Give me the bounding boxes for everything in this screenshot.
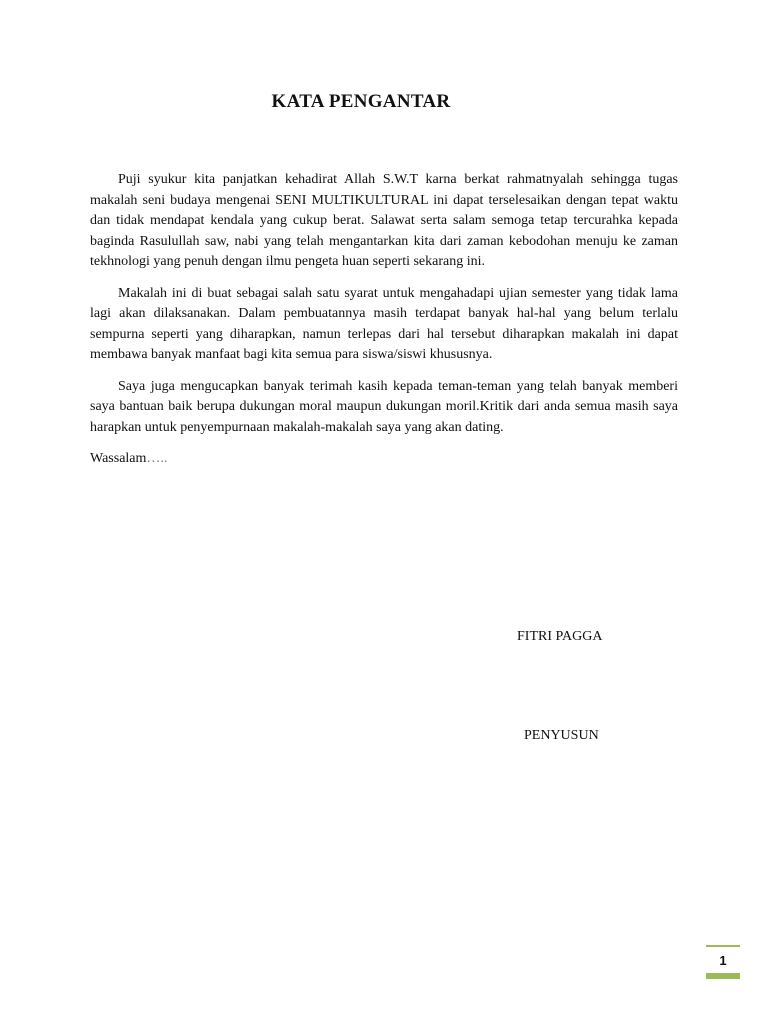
footer-top-rule: [706, 945, 740, 947]
document-body: [90, 170, 678, 470]
page-number-footer: [706, 945, 740, 979]
author-name: FITRI PAGGA: [517, 629, 603, 644]
page-title: KATA PENGANTAR: [271, 91, 451, 112]
closing-dots: …..: [146, 451, 168, 466]
closing-text: Wassalam: [90, 451, 147, 466]
author-role: PENYUSUN: [524, 728, 599, 743]
footer-bottom-bar: [706, 973, 740, 979]
closing-line: [90, 449, 678, 470]
paragraph-3: Saya juga mengucapkan banyak terimah kasih kepada teman-teman yang telah banyak memberi saya bantuan baik berupa dukungan moral maupun dukungan moril.Kritik dari anda semua masih saya harapkan untuk penyempurnaan makalah-makalah saya yang akan dating.: [90, 378, 678, 435]
paragraph-1: Puji syukur kita panjatkan kehadirat Allah S.W.T karna berkat rahmatnyalah sehingga tugas makalah seni budaya mengenai SENI MULTIKULTURAL ini dapat terselesaikan dengan tepat waktu dan tidak mendapat kendala yang cukup berat. Salawat serta salam semoga tetap tercurahka kepada baginda Rasulullah saw, nabi yang telah mengantarkan kita dari zaman kebodohan menuju ke zaman tekhnologi yang penuh dengan ilmu pengeta huan seperti sekarang ini.: [90, 172, 678, 269]
paragraph-2: Makalah ini di buat sebagai salah satu syarat untuk mengahadapi ujian semester yang tidak lama lagi akan dilaksanakan. Dalam pembuatannya masih terdapat banyak hal-hal yang belum terlalu sempurna seperti yang diharapkan, namun terlepas dari hal tersebut diharapkan makalah ini dapat membawa banyak manfaat bagi kita semua para siswa/siswi khususnya.: [90, 285, 678, 362]
page-number: 1: [719, 953, 727, 968]
